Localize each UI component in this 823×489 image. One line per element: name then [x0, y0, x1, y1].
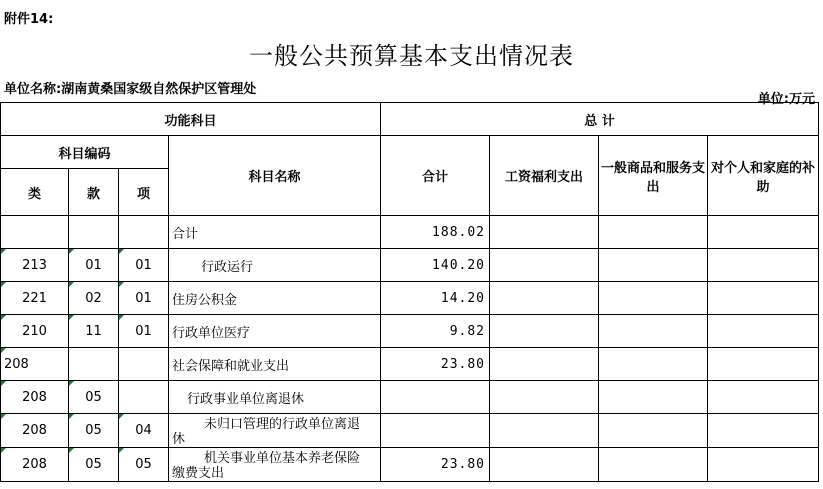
- cell-sum: 9.82: [381, 315, 490, 348]
- cell-name: [169, 448, 381, 482]
- cell-indiv: [708, 348, 819, 381]
- cell-lei: 221: [1, 282, 69, 315]
- cell-kuan: 05: [69, 381, 119, 414]
- cell-sum: [381, 381, 490, 414]
- cell-indiv: [708, 381, 819, 414]
- lei-header: 类: [1, 169, 69, 216]
- cell-sum: 23.80: [381, 348, 490, 381]
- cell-sum: 23.80: [381, 448, 490, 482]
- cell-indiv: [708, 414, 819, 448]
- cell-name: [169, 414, 381, 448]
- table-row: [1, 348, 819, 381]
- cell-indiv: [708, 216, 819, 249]
- unit-label: 单位:万元: [757, 92, 815, 107]
- cell-name: 社会保障和就业支出: [169, 348, 381, 381]
- cell-kuan: [69, 216, 119, 249]
- cell-kuan: 01: [69, 249, 119, 282]
- table-row: [1, 448, 819, 482]
- cell-xiang: 01: [119, 282, 169, 315]
- cell-xiang: 01: [119, 249, 169, 282]
- wage-header: 工资福利支出: [490, 136, 599, 216]
- cell-xiang: [119, 348, 169, 381]
- cell-goods: [599, 381, 708, 414]
- cell-wage: [490, 315, 599, 348]
- individual-header: 对个人和家庭的补助: [708, 136, 819, 216]
- cell-lei: 213: [1, 249, 69, 282]
- header-row-1: [1, 103, 819, 136]
- cell-name: 住房公积金: [169, 282, 381, 315]
- cell-wage: [490, 414, 599, 448]
- table-row: [1, 381, 819, 414]
- cell-kuan: [69, 348, 119, 381]
- func-subject-header: 功能科目: [1, 103, 381, 136]
- cell-goods: [599, 216, 708, 249]
- cell-wage: [490, 448, 599, 482]
- header-row-2: [1, 136, 819, 169]
- cell-wage: [490, 381, 599, 414]
- cell-name-line1: 未归口管理的行政单位离退: [204, 417, 361, 432]
- cell-name: 行政事业单位离退休: [169, 381, 381, 414]
- cell-goods: [599, 448, 708, 482]
- cell-name: 行政运行: [169, 249, 381, 282]
- table-row: [1, 315, 819, 348]
- cell-xiang: 04: [119, 414, 169, 448]
- cell-sum: 14.20: [381, 282, 490, 315]
- goods-services-header: 一般商品和服务支出: [599, 136, 708, 216]
- cell-kuan: 11: [69, 315, 119, 348]
- table-row: [1, 216, 819, 249]
- cell-xiang: [119, 216, 169, 249]
- cell-goods: [599, 348, 708, 381]
- cell-indiv: [708, 448, 819, 482]
- kuan-header: 款: [69, 169, 119, 216]
- cell-lei: [1, 216, 69, 249]
- cell-goods: [599, 282, 708, 315]
- attachment-label: 附件14:: [4, 12, 54, 27]
- cell-indiv: [708, 249, 819, 282]
- cell-xiang: 05: [119, 448, 169, 482]
- subject-code-header: 科目编码: [1, 136, 169, 169]
- cell-kuan: 05: [69, 414, 119, 448]
- cell-lei: 208: [1, 414, 69, 448]
- cell-name-line1: 机关事业单位基本养老保险: [204, 451, 361, 466]
- total-group-header: 总 计: [381, 103, 819, 136]
- cell-goods: [599, 414, 708, 448]
- xiang-header: 项: [119, 169, 169, 216]
- page-title: 一般公共预算基本支出情况表: [249, 42, 574, 70]
- cell-sum: 140.20: [381, 249, 490, 282]
- cell-wage: [490, 216, 599, 249]
- cell-sum: 188.02: [381, 216, 490, 249]
- cell-lei: 208: [1, 348, 69, 381]
- cell-xiang: 01: [119, 315, 169, 348]
- table-row: [1, 282, 819, 315]
- cell-wage: [490, 249, 599, 282]
- cell-name: 合计: [169, 216, 381, 249]
- table-row: [1, 249, 819, 282]
- cell-lei: 208: [1, 381, 69, 414]
- cell-indiv: [708, 315, 819, 348]
- cell-goods: [599, 315, 708, 348]
- table-row: [1, 414, 819, 448]
- cell-sum: [381, 414, 490, 448]
- cell-indiv: [708, 282, 819, 315]
- budget-table: [0, 102, 819, 482]
- cell-goods: [599, 249, 708, 282]
- cell-kuan: 02: [69, 282, 119, 315]
- cell-lei: 208: [1, 448, 69, 482]
- cell-wage: [490, 282, 599, 315]
- cell-lei: 210: [1, 315, 69, 348]
- cell-wage: [490, 348, 599, 381]
- cell-name: 行政单位医疗: [169, 315, 381, 348]
- subject-name-header: 科目名称: [169, 136, 381, 216]
- cell-name-line2: 缴费支出: [172, 466, 225, 481]
- cell-kuan: 05: [69, 448, 119, 482]
- sum-header: 合计: [381, 136, 490, 216]
- unit-name: 单位名称:湖南黄桑国家级自然保护区管理处: [4, 82, 257, 97]
- cell-xiang: [119, 381, 169, 414]
- cell-name-line2: 休: [172, 432, 186, 447]
